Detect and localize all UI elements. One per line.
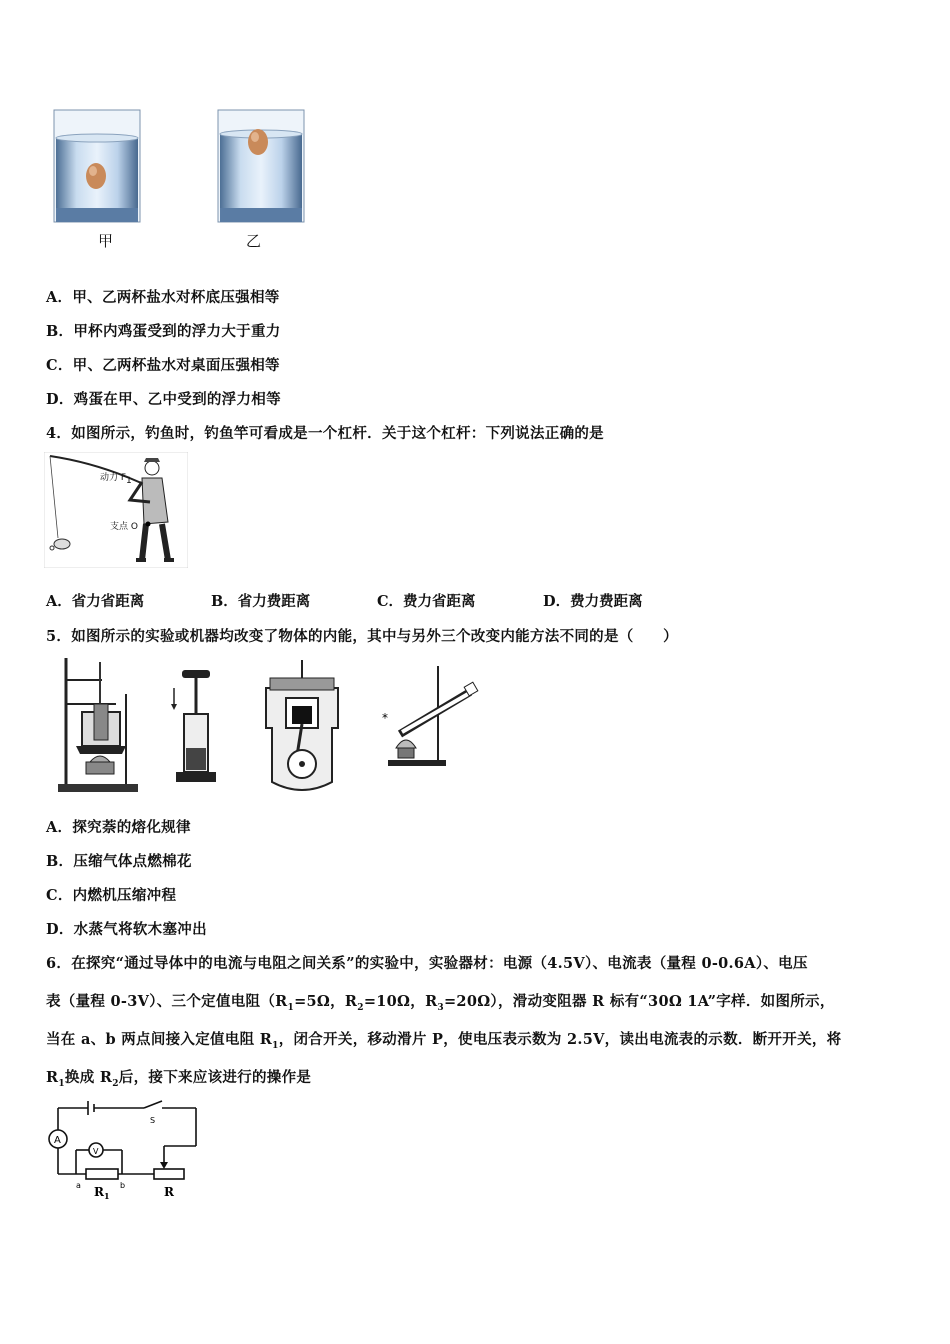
option-5a: A．探究萘的熔化规律 [46, 819, 191, 836]
caption-jia: 甲 [98, 232, 114, 250]
question-6-line3: 当在 a、b 两点间接入定值电阻 $R_1$，闭合开关，移动滑片 P，使电压表示数为 2.5V，读出电流表的示数．断开开关，将 [46, 1031, 842, 1051]
question-6-line1: 6．在探究“通过导体中的电流与电阻之间关系”的实验中，实验器材：电源（4.5V）、电流表（量程 0-0.6A）、电压 [46, 955, 808, 972]
option-5d: D．水蒸气将软木塞冲出 [46, 921, 207, 938]
ammeter-label: A [54, 1135, 61, 1146]
option-3c: C．甲、乙两杯盐水对桌面压强相等 [46, 357, 280, 374]
label-pivot: 支点 O [110, 522, 138, 532]
option-4c: C．费力省距离 [377, 593, 476, 610]
svg-text:*: * [382, 711, 388, 725]
circuit-diagram [46, 1098, 206, 1206]
option-5c: C．内燃机压缩冲程 [46, 887, 177, 904]
rheostat-label: R [164, 1185, 174, 1199]
question-6-line2: 表（量程 0-3V）、三个定值电阻（$R_1=5\Omega$，$R_2=10\Omega$，$R_3=20\Omega$），滑动变阻器 R 标有“30Ω 1A”字样．如图所示， [46, 993, 835, 1013]
option-3b: B．甲杯内鸡蛋受到的浮力大于重力 [46, 323, 281, 340]
switch-label: S [150, 1116, 156, 1125]
fig-naphthalene-melting [56, 654, 144, 796]
fig-engine-compression [262, 658, 342, 794]
option-4b: B．省力费距离 [211, 593, 311, 610]
option-5b: B．压缩气体点燃棉花 [46, 853, 192, 870]
fishing-figure [44, 452, 188, 568]
r1-label: $R_1$ [94, 1185, 110, 1201]
option-4d: D．费力费距离 [543, 593, 643, 610]
glass-figure-yi [216, 108, 306, 224]
question-6-line4: $R_1$换成 $R_2$后，接下来应该进行的操作是 [46, 1069, 312, 1089]
point-a-label: a [76, 1181, 81, 1190]
option-4a: A．省力省距离 [46, 593, 145, 610]
caption-yi: 乙 [246, 232, 262, 250]
question-4-stem: 4．如图所示，钓鱼时，钓鱼竿可看成是一个杠杆．关于这个杠杆：下列说法正确的是 [46, 425, 604, 442]
option-3a: A．甲、乙两杯盐水对杯底压强相等 [46, 289, 280, 306]
question-5-stem: 5．如图所示的实验或机器均改变了物体的内能，其中与另外三个改变内能方法不同的是（ ） [46, 628, 678, 645]
voltmeter-label: V [93, 1147, 99, 1156]
point-b-label: b [120, 1181, 126, 1190]
fig-steam-cork [380, 662, 480, 772]
label-force: 动力 $F_1$ [100, 473, 132, 486]
glass-figure-jia [52, 108, 142, 224]
q4-options [46, 590, 643, 611]
fig-compress-gas [168, 668, 218, 786]
option-3d: D．鸡蛋在甲、乙中受到的浮力相等 [46, 391, 281, 408]
